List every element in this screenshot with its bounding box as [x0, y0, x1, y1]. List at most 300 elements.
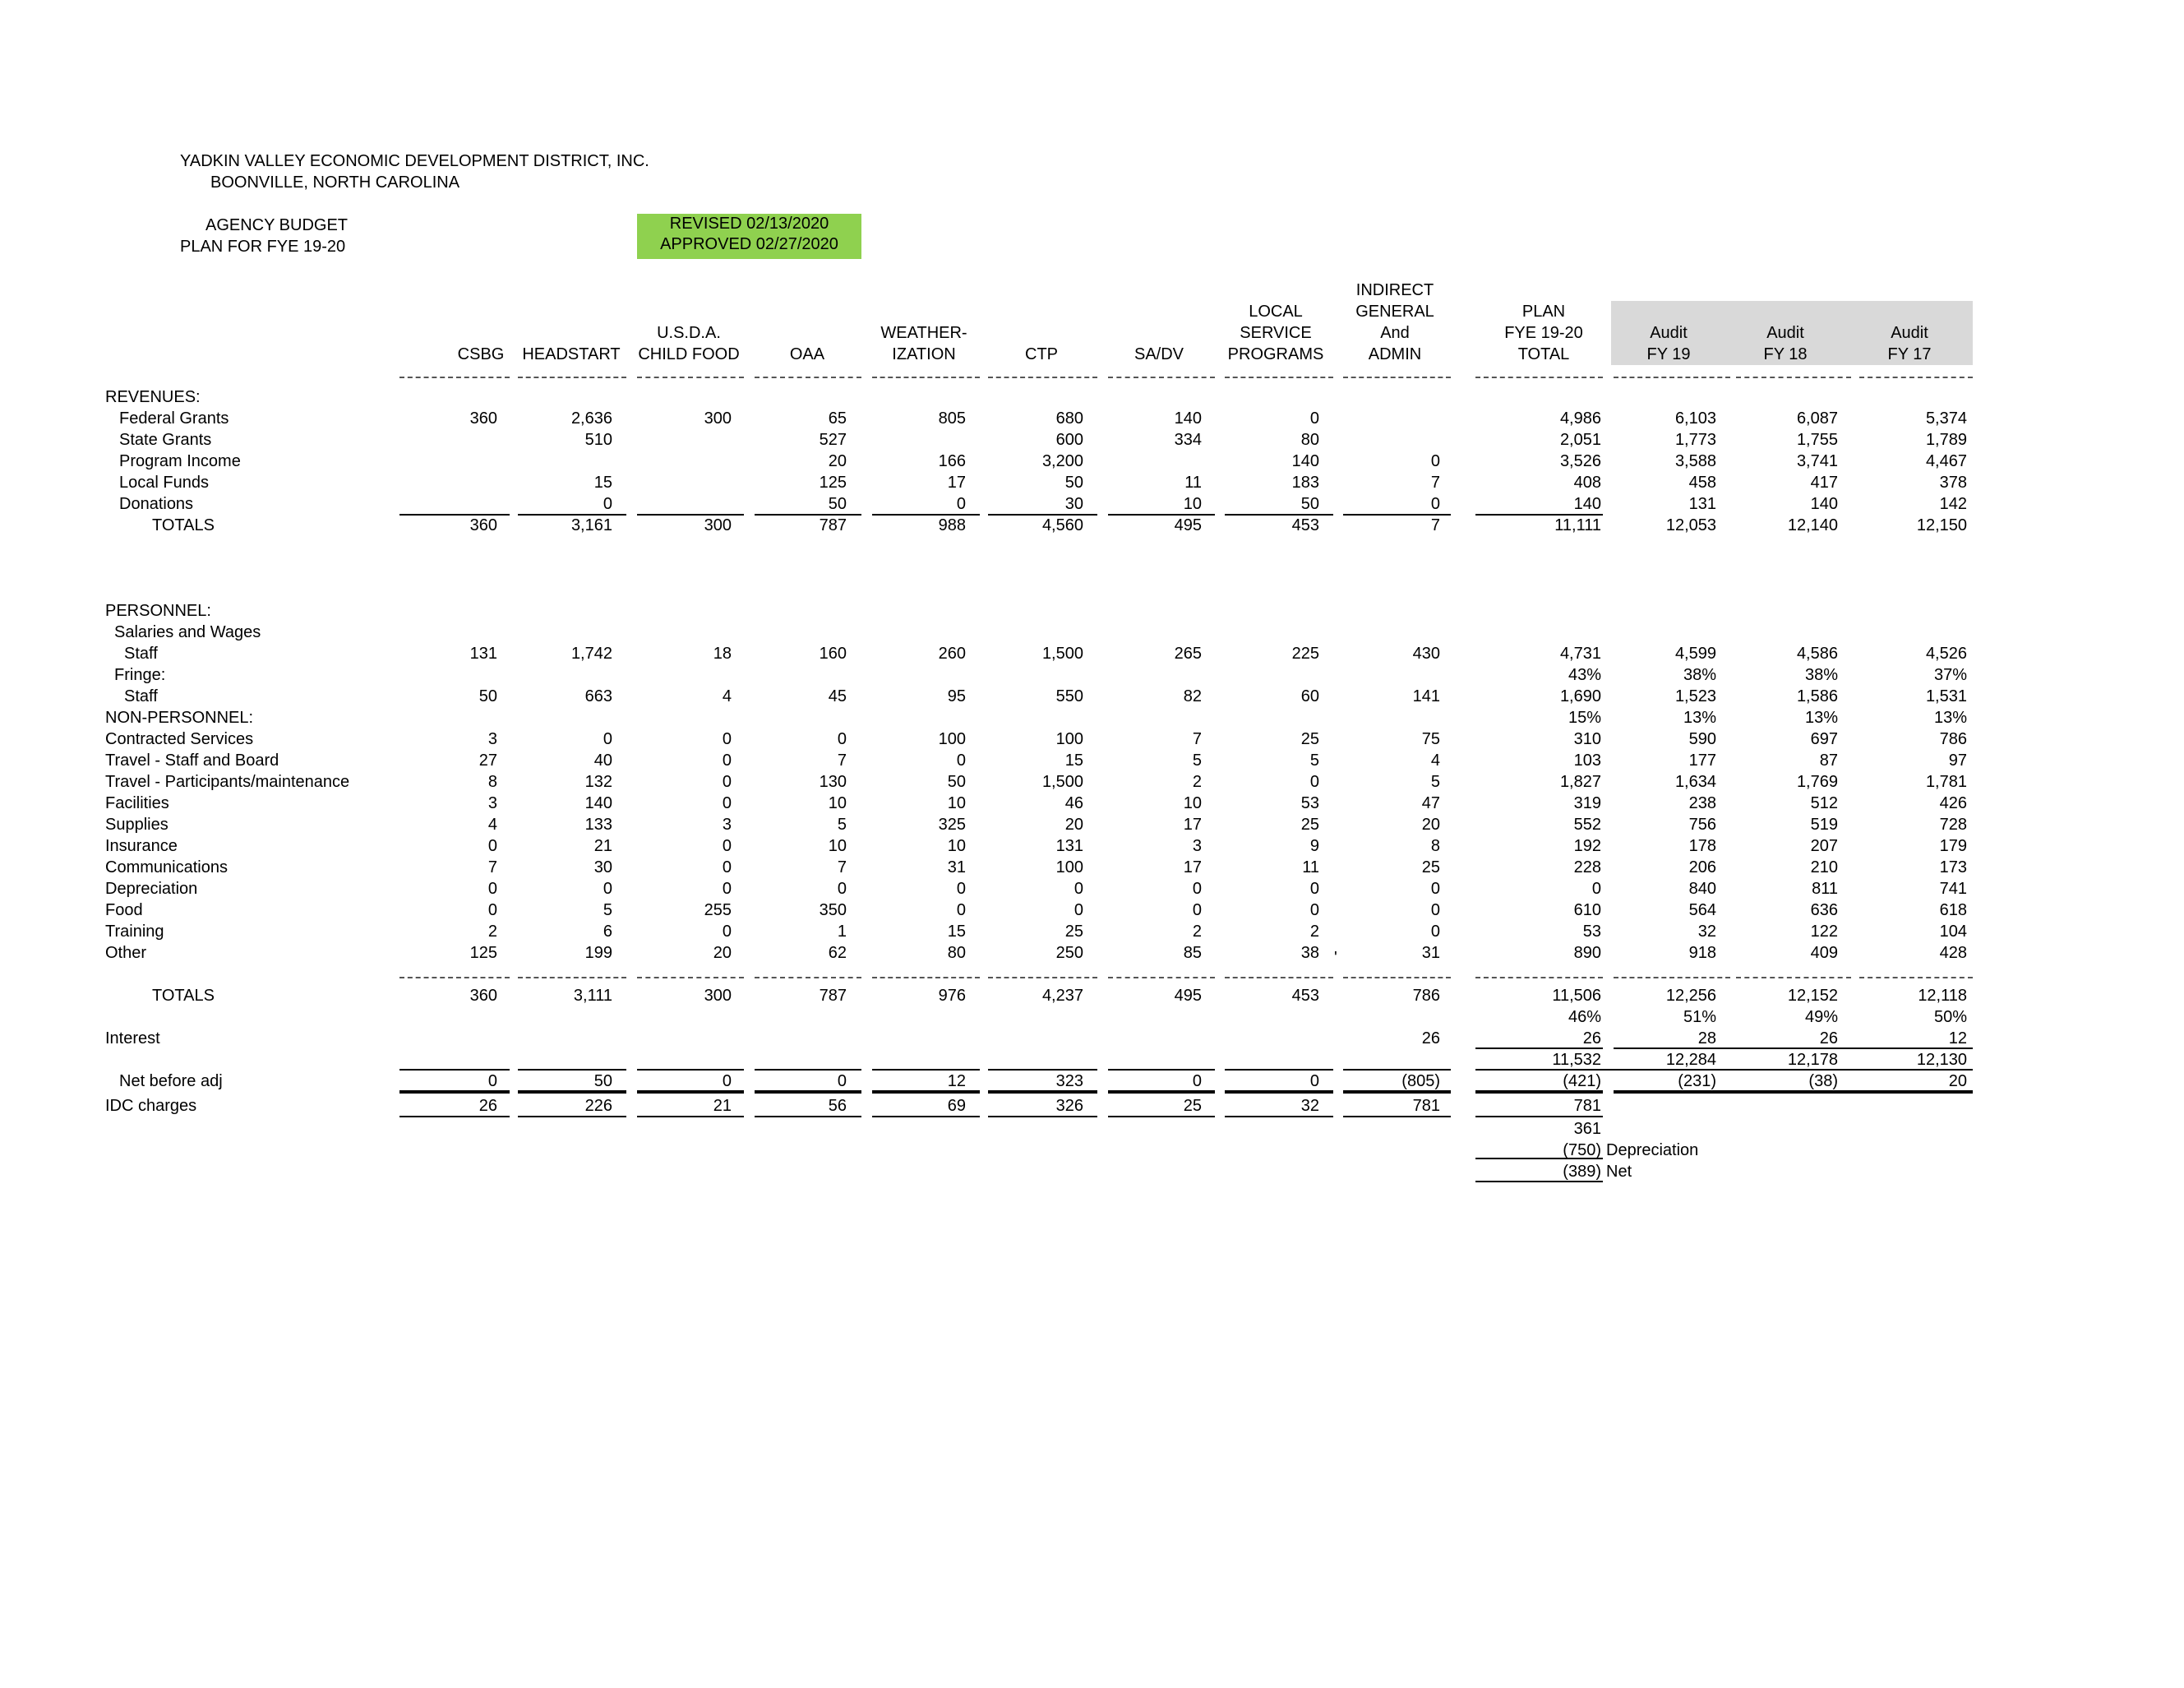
table-cell: 140 [584, 794, 612, 812]
table-row [0, 515, 2184, 536]
table-cell: 428 [1939, 944, 1967, 962]
column-header [870, 322, 977, 365]
table-cell: 0 [722, 880, 732, 898]
table-row [0, 750, 2184, 771]
table-cell: 300 [704, 516, 732, 534]
table-cell: 1,634 [1674, 773, 1716, 791]
header-dashed-rule [637, 377, 744, 378]
table-cell: 4 [722, 687, 732, 705]
table-cell: 0 [722, 773, 732, 791]
subtotal-dashed-rule [1225, 977, 1333, 978]
table-cell: 238 [1688, 794, 1716, 812]
row-label: Staff [124, 687, 158, 705]
table-cell: 323 [1055, 1072, 1083, 1090]
net-top-rule [1343, 1069, 1451, 1071]
column-header [518, 344, 625, 365]
idc-rule [1343, 1116, 1451, 1117]
tail-label-net: Net [1606, 1163, 1632, 1181]
column-header [1341, 280, 1448, 365]
table-cell: 0 [956, 880, 966, 898]
table-cell: 20 [1421, 816, 1440, 834]
row-label: Interest [105, 1029, 160, 1047]
header-dashed-rule [1108, 377, 1215, 378]
column-header-line: FY 19 [1646, 345, 1691, 363]
table-cell: 728 [1939, 816, 1967, 834]
table-cell: 30 [593, 858, 612, 876]
idc-rule [399, 1116, 510, 1117]
tail-value-2: (750) [1563, 1141, 1601, 1159]
table-cell: 697 [1810, 730, 1838, 748]
section-fringe: Fringe: [114, 666, 166, 684]
table-cell: 1,773 [1674, 431, 1716, 449]
table-cell: 4 [1430, 752, 1440, 770]
header-dashed-rule [872, 377, 980, 378]
table-cell: 1,531 [1925, 687, 1967, 705]
table-cell: 7 [1430, 516, 1440, 534]
table-cell: 0 [487, 837, 497, 855]
table-cell: 1,500 [1041, 645, 1083, 663]
table-cell: 0 [956, 901, 966, 919]
table-row [0, 814, 2184, 835]
table-cell: 0 [837, 730, 847, 748]
table-cell: 811 [1812, 880, 1838, 898]
idc-rule [518, 1116, 626, 1117]
table-cell: 7 [1430, 474, 1440, 492]
table-row [0, 451, 2184, 472]
table-cell: 133 [584, 816, 612, 834]
table-cell: 7 [837, 752, 847, 770]
column-header-line: FY 18 [1763, 345, 1808, 363]
table-cell: 50 [947, 773, 966, 791]
table-cell: 85 [1183, 944, 1202, 962]
table-cell: 11 [1302, 858, 1319, 876]
table-cell: 680 [1055, 409, 1083, 428]
interest-rule [1475, 1047, 1603, 1049]
table-cell: 5 [1309, 752, 1319, 770]
net-top-rule [518, 1069, 626, 1071]
table-cell: 1,500 [1041, 773, 1083, 791]
row-label: Supplies [105, 816, 169, 834]
table-cell: 192 [1573, 837, 1601, 855]
row-label: State Grants [119, 431, 212, 449]
row-label: Net before adj [119, 1072, 223, 1090]
net-top-rule [399, 1069, 510, 1071]
tail-value-1: 361 [1573, 1120, 1601, 1138]
table-cell: 4,731 [1559, 645, 1601, 663]
totals-rule [1475, 514, 1603, 516]
table-row [0, 1071, 2184, 1092]
table-cell: 46% [1568, 1008, 1601, 1026]
table-cell: 300 [704, 409, 732, 428]
table-row [0, 408, 2184, 429]
column-header-line: Audit [1766, 324, 1804, 342]
column-header [1856, 322, 1963, 365]
table-cell: 3 [487, 730, 497, 748]
table-cell: 17 [947, 474, 966, 492]
table-cell: 131 [1055, 837, 1083, 855]
table-cell: 15% [1568, 709, 1601, 727]
table-cell: 1,742 [570, 645, 612, 663]
table-cell: 31 [947, 858, 966, 876]
table-cell: 206 [1688, 858, 1716, 876]
table-cell: 12 [947, 1072, 966, 1090]
table-cell: 10 [947, 837, 966, 855]
table-cell: 131 [1688, 495, 1716, 513]
table-row [0, 429, 2184, 451]
totals-row [0, 985, 2184, 1006]
row-label: Communications [105, 858, 228, 876]
table-cell: 82 [1183, 687, 1202, 705]
table-cell: 409 [1810, 944, 1838, 962]
table-cell: 100 [1055, 730, 1083, 748]
table-cell: 25 [1300, 816, 1319, 834]
header-dashed-rule [988, 377, 1097, 378]
table-cell: 49% [1804, 1008, 1838, 1026]
table-cell: 0 [722, 923, 732, 941]
table-cell: 125 [469, 944, 497, 962]
table-cell: 3,161 [570, 516, 612, 534]
totals-rule [637, 514, 744, 516]
table-cell: (421) [1563, 1072, 1601, 1090]
table-cell: 1,789 [1925, 431, 1967, 449]
row-label: Travel - Participants/maintenance [105, 773, 350, 791]
table-row [0, 1095, 2184, 1117]
section-revenues: REVENUES: [105, 388, 201, 406]
net-top-rule [1225, 1069, 1333, 1071]
column-header-line: GENERAL [1355, 303, 1434, 321]
table-row [0, 921, 2184, 942]
column-header-line: CTP [1025, 345, 1058, 363]
row-label: TOTALS [152, 516, 215, 534]
table-cell: 75 [1421, 730, 1440, 748]
column-header [635, 322, 742, 365]
table-cell: 26 [1819, 1029, 1838, 1047]
header-dashed-rule [1343, 377, 1451, 378]
table-cell: 142 [1939, 495, 1967, 513]
table-cell: 260 [938, 645, 966, 663]
table-cell: 125 [819, 474, 847, 492]
table-cell: 0 [722, 837, 732, 855]
table-cell: 663 [584, 687, 612, 705]
table-cell: 4 [487, 816, 497, 834]
table-cell: 564 [1688, 901, 1716, 919]
table-cell: 199 [584, 944, 612, 962]
net-double-rule [1225, 1090, 1333, 1094]
table-cell: 0 [603, 880, 612, 898]
column-header-line: And [1380, 324, 1410, 342]
table-cell: 80 [1300, 431, 1319, 449]
table-cell: 11 [1184, 474, 1202, 492]
table-cell: 65 [828, 409, 847, 428]
table-cell: 0 [1309, 409, 1319, 428]
table-cell: 132 [584, 773, 612, 791]
table-cell: 453 [1291, 987, 1319, 1005]
table-cell: 600 [1055, 431, 1083, 449]
table-row [0, 1049, 2184, 1071]
column-header [1222, 301, 1329, 365]
row-label: Donations [119, 495, 194, 513]
table-cell: (38) [1808, 1072, 1838, 1090]
row-label: Facilities [105, 794, 169, 812]
table-cell: 0 [722, 1072, 732, 1090]
table-cell: 38% [1683, 666, 1716, 684]
row-label: IDC charges [105, 1097, 197, 1115]
table-row [0, 899, 2184, 921]
subtotal-dashed-rule [518, 977, 626, 978]
table-cell: 918 [1688, 944, 1716, 962]
table-row [0, 686, 2184, 707]
subtotal-dashed-rule [1736, 977, 1851, 978]
section-personnel: PERSONNEL: [105, 602, 211, 620]
table-cell: 100 [1055, 858, 1083, 876]
table-cell: 2,051 [1559, 431, 1601, 449]
row-label: Staff [124, 645, 158, 663]
table-cell: 590 [1688, 730, 1716, 748]
table-cell: 228 [1573, 858, 1601, 876]
net-top-rule [637, 1069, 744, 1071]
table-cell: 18 [713, 645, 732, 663]
row-label: Program Income [119, 452, 241, 470]
table-cell: 95 [947, 687, 966, 705]
row-label: Federal Grants [119, 409, 229, 428]
column-header [1615, 322, 1722, 365]
net-double-rule [399, 1090, 510, 1094]
net-double-rule [988, 1090, 1097, 1094]
row-label: Contracted Services [105, 730, 254, 748]
table-cell: 46 [1064, 794, 1083, 812]
organization-name: YADKIN VALLEY ECONOMIC DEVELOPMENT DISTRICT, INC. [180, 152, 649, 170]
table-cell: 0 [1309, 880, 1319, 898]
table-cell: 453 [1291, 516, 1319, 534]
row-label: Training [105, 923, 164, 941]
subtotal-rule [1475, 1069, 1973, 1071]
totals-rule [988, 514, 1097, 516]
table-cell: 1,827 [1559, 773, 1601, 791]
tail-value-3: (389) [1563, 1163, 1601, 1181]
subtotal-dashed-rule [872, 977, 980, 978]
table-cell: 140 [1174, 409, 1202, 428]
table-cell: 805 [938, 409, 966, 428]
table-cell: 0 [603, 495, 612, 513]
table-cell: 0 [1074, 901, 1083, 919]
table-cell: 4,560 [1041, 516, 1083, 534]
table-cell: 11,506 [1552, 987, 1601, 1005]
net-top-rule [988, 1069, 1097, 1071]
table-cell: 10 [828, 837, 847, 855]
table-cell: 17 [1183, 816, 1202, 834]
column-header-line: CHILD FOOD [638, 345, 740, 363]
table-cell: 1,523 [1674, 687, 1716, 705]
column-header-line: TOTAL [1517, 345, 1570, 363]
table-cell: 40 [593, 752, 612, 770]
subtotal-dashed-rule [1343, 977, 1451, 978]
table-cell: 300 [704, 987, 732, 1005]
budget-title: AGENCY BUDGET [205, 216, 348, 234]
column-header-line: CSBG [457, 345, 505, 363]
table-cell: 43% [1568, 666, 1601, 684]
net-double-rule [1108, 1090, 1215, 1094]
table-cell: 25 [1183, 1097, 1202, 1115]
table-cell: 786 [1939, 730, 1967, 748]
row-label: Travel - Staff and Board [105, 752, 279, 770]
table-cell: 3 [487, 794, 497, 812]
column-header-line: WEATHER- [880, 324, 967, 342]
table-cell: 350 [819, 901, 847, 919]
table-cell: 140 [1291, 452, 1319, 470]
table-cell: 32 [1300, 1097, 1319, 1115]
table-cell: 103 [1573, 752, 1601, 770]
tail-label-depreciation: Depreciation [1606, 1141, 1699, 1159]
table-cell: 0 [1192, 880, 1202, 898]
subtotal-dashed-rule [637, 977, 744, 978]
table-cell: 26 [478, 1097, 497, 1115]
table-cell: 11,532 [1552, 1051, 1601, 1069]
table-row [0, 857, 2184, 878]
table-cell: 50 [1064, 474, 1083, 492]
totals-rule [1108, 514, 1215, 516]
table-cell: 26 [1582, 1029, 1601, 1047]
approved-date: APPROVED 02/27/2020 [660, 235, 838, 253]
table-row [0, 878, 2184, 899]
table-cell: 360 [469, 516, 497, 534]
table-cell: 173 [1939, 858, 1967, 876]
table-cell: 0 [956, 752, 966, 770]
table-cell: 12,284 [1665, 1051, 1716, 1069]
table-cell: 417 [1810, 474, 1838, 492]
table-cell: 10 [1183, 794, 1202, 812]
table-cell: 326 [1055, 1097, 1083, 1115]
subtotal-dashed-rule [399, 977, 510, 978]
table-cell: 519 [1810, 816, 1838, 834]
table-cell: 7 [487, 858, 497, 876]
table-cell: 5 [837, 816, 847, 834]
table-cell: 3,200 [1041, 452, 1083, 470]
table-cell: 9 [1309, 837, 1319, 855]
subtotal-dashed-rule [988, 977, 1097, 978]
totals-rule [1343, 514, 1451, 516]
table-cell: 100 [938, 730, 966, 748]
table-cell: 741 [1939, 880, 1967, 898]
table-cell: 50 [593, 1072, 612, 1090]
table-cell: 160 [819, 645, 847, 663]
table-cell: 51% [1683, 1008, 1716, 1026]
table-row [0, 1028, 2184, 1049]
table-cell: 0 [603, 730, 612, 748]
table-cell: 53 [1582, 923, 1601, 941]
table-cell: 38% [1804, 666, 1838, 684]
table-cell: 426 [1939, 794, 1967, 812]
table-cell: 0 [1309, 773, 1319, 791]
table-cell: 177 [1688, 752, 1716, 770]
subtotal-dashed-rule [755, 977, 861, 978]
table-cell: 104 [1939, 923, 1967, 941]
table-cell: 210 [1810, 858, 1838, 876]
table-row [0, 493, 2184, 515]
table-cell: 4,599 [1674, 645, 1716, 663]
table-cell: 636 [1810, 901, 1838, 919]
table-row [0, 472, 2184, 493]
column-header-line: INDIRECT [1355, 281, 1434, 299]
organization-city: BOONVILLE, NORTH CAROLINA [210, 173, 460, 192]
table-cell: 786 [1412, 987, 1440, 1005]
header-dashed-rule [518, 377, 626, 378]
table-cell: 12,140 [1787, 516, 1838, 534]
header-dashed-rule [1859, 377, 1973, 378]
totals-rule [518, 514, 626, 516]
table-cell: 12,118 [1918, 987, 1967, 1005]
table-cell: 140 [1573, 495, 1601, 513]
net-top-rule [872, 1069, 980, 1071]
table-cell: 0 [1430, 452, 1440, 470]
table-row [0, 664, 2184, 686]
table-cell: 97 [1948, 752, 1967, 770]
table-cell: 0 [722, 730, 732, 748]
table-cell: 130 [819, 773, 847, 791]
table-cell: 50 [1300, 495, 1319, 513]
table-cell: 37% [1933, 666, 1967, 684]
idc-rule [637, 1116, 744, 1117]
table-cell: 510 [584, 431, 612, 449]
header-dashed-rule [755, 377, 861, 378]
budget-subtitle: PLAN FOR FYE 19-20 [180, 238, 346, 256]
table-cell: 0 [1309, 901, 1319, 919]
table-cell: 781 [1412, 1097, 1440, 1115]
column-header [1732, 322, 1839, 365]
column-header-line: FYE 19-20 [1504, 324, 1583, 342]
column-header [1106, 344, 1212, 365]
net-double-rule [755, 1090, 861, 1094]
table-cell: 334 [1174, 431, 1202, 449]
table-cell: 1,769 [1796, 773, 1838, 791]
header-dashed-rule [1736, 377, 1851, 378]
column-header-line: OAA [789, 345, 825, 363]
row-label: Insurance [105, 837, 178, 855]
idc-rule [1225, 1116, 1333, 1117]
table-cell: 20 [1064, 816, 1083, 834]
idc-rule [755, 1116, 861, 1117]
column-header-line: Audit [1891, 324, 1928, 342]
table-cell: 0 [487, 880, 497, 898]
table-cell: 62 [828, 944, 847, 962]
table-cell: 265 [1174, 645, 1202, 663]
table-cell: 50% [1933, 1008, 1967, 1026]
header-dashed-rule [399, 377, 510, 378]
table-cell: 15 [947, 923, 966, 941]
net-double-rule [1614, 1090, 1973, 1094]
table-cell: 3,588 [1674, 452, 1716, 470]
table-cell: (805) [1401, 1072, 1440, 1090]
net-double-rule [518, 1090, 626, 1094]
table-cell: 27 [478, 752, 497, 770]
column-header-line: HEADSTART [522, 345, 621, 363]
subtotal-dashed-rule [1108, 977, 1215, 978]
table-cell: 179 [1939, 837, 1967, 855]
net-double-rule [637, 1090, 744, 1094]
table-cell: 45 [828, 687, 847, 705]
header-dashed-rule [1225, 377, 1333, 378]
table-cell: 12,256 [1665, 987, 1716, 1005]
table-cell: 122 [1810, 923, 1838, 941]
idc-rule [872, 1116, 980, 1117]
table-cell: 6,103 [1674, 409, 1716, 428]
table-cell: 408 [1573, 474, 1601, 492]
table-cell: 495 [1174, 987, 1202, 1005]
table-cell: 12,053 [1665, 516, 1716, 534]
table-cell: 15 [593, 474, 612, 492]
table-cell: 60 [1300, 687, 1319, 705]
idc-rule [1108, 1116, 1215, 1117]
table-cell: 20 [713, 944, 732, 962]
